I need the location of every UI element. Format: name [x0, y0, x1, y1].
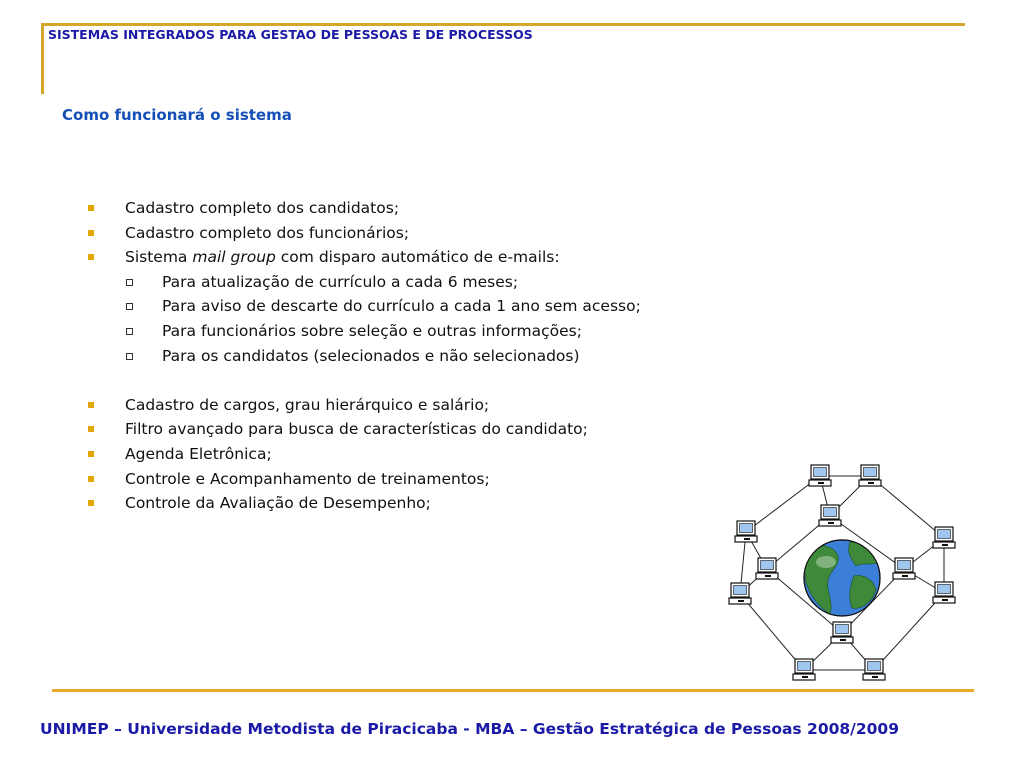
- bullet-item: [86, 196, 726, 221]
- list-spacer: [86, 368, 726, 393]
- slide-title: Como funcionará o sistema: [62, 106, 292, 124]
- bullet-text-emphasis: mail group: [192, 248, 276, 267]
- square-bullet-icon: [88, 500, 94, 506]
- header-rule-left: [41, 23, 44, 94]
- footer-rule: [52, 689, 974, 692]
- sub-bullet-item: [86, 294, 726, 319]
- square-bullet-icon: [88, 426, 94, 432]
- square-bullet-icon: [88, 205, 94, 211]
- bullet-item: [86, 393, 726, 418]
- sub-bullet-text: Para funcionários sobre seleção e outras informações;: [162, 321, 582, 340]
- hollow-square-bullet-icon: [126, 279, 133, 286]
- bullet-list: [86, 196, 726, 516]
- bullet-item: [86, 245, 726, 270]
- sub-bullet-text: Para aviso de descarte do currículo a cada 1 ano sem acesso;: [162, 297, 641, 316]
- bullet-item: [86, 442, 726, 467]
- square-bullet-icon: [88, 402, 94, 408]
- bullet-item: [86, 491, 726, 516]
- bullet-text: Filtro avançado para busca de características do candidato;: [125, 420, 588, 439]
- hollow-square-bullet-icon: [126, 328, 133, 335]
- footer-text: UNIMEP – Universidade Metodista de Piracicaba - MBA – Gestão Estratégica de Pessoas 2008/2009: [40, 720, 899, 738]
- square-bullet-icon: [88, 254, 94, 260]
- sub-bullet-text: Para atualização de currículo a cada 6 meses;: [162, 272, 519, 291]
- bullet-text-prefix: Sistema: [125, 248, 193, 267]
- computer-network-globe-icon: [722, 458, 962, 682]
- sub-bullet-item: [86, 344, 726, 369]
- bullet-text: Cadastro completo dos funcionários;: [125, 223, 410, 242]
- bullet-item: [86, 467, 726, 492]
- bullet-text: Agenda Eletrônica;: [125, 444, 272, 463]
- hollow-square-bullet-icon: [126, 353, 133, 360]
- square-bullet-icon: [88, 451, 94, 457]
- bullet-text: Controle e Acompanhamento de treinamentos;: [125, 469, 490, 488]
- bullet-text: Controle da Avaliação de Desempenho;: [125, 494, 431, 513]
- bullet-text: Cadastro de cargos, grau hierárquico e salário;: [125, 395, 490, 414]
- bullet-text: Cadastro completo dos candidatos;: [125, 199, 400, 217]
- sub-bullet-item: [86, 319, 726, 344]
- bullet-item: [86, 417, 726, 442]
- header-title: SISTEMAS INTEGRADOS PARA GESTAO DE PESSOAS E DE PROCESSOS: [48, 27, 533, 42]
- square-bullet-icon: [88, 230, 94, 236]
- sub-bullet-item: [86, 270, 726, 295]
- bullet-text-suffix: com disparo automático de e-mails:: [275, 248, 560, 267]
- square-bullet-icon: [88, 476, 94, 482]
- hollow-square-bullet-icon: [126, 303, 133, 310]
- bullet-item: [86, 221, 726, 246]
- header-rule-top: [41, 23, 965, 26]
- sub-bullet-text: Para os candidatos (selecionados e não selecionados): [162, 346, 580, 365]
